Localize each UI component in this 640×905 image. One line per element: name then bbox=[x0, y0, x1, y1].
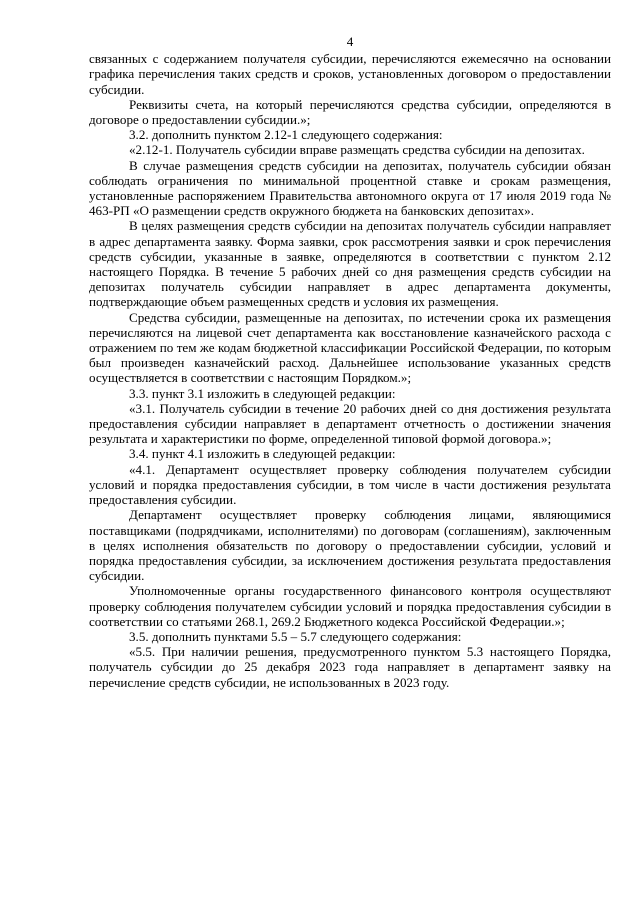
paragraph: «2.12-1. Получатель субсидии вправе размещать средства субсидии на депозитах. bbox=[129, 142, 585, 158]
paragraph: «4.1. Департамент осуществляет проверку соблюдения получателем субсидии условий и порядка предоставления субсидии, в том числе в части достижения результата предоставления субсидии. bbox=[89, 461, 611, 508]
paragraph: 3.3. пункт 3.1 изложить в следующей редакции: bbox=[129, 385, 396, 401]
paragraph: 3.2. дополнить пунктом 2.12-1 следующего содержания: bbox=[129, 127, 443, 143]
paragraph: Уполномоченные органы государственного финансового контроля осуществляют проверку соблюдения получателем субсидии условий и порядка предоставления субсидии в соответствии со статьями 268.1, 269.2 Бюджетного кодекса Российской Федерации.»; bbox=[89, 583, 611, 629]
paragraph: 3.4. пункт 4.1 изложить в следующей редакции: bbox=[129, 446, 396, 462]
paragraph: «5.5. При наличии решения, предусмотренного пунктом 5.3 настоящего Порядка, получатель субсидии до 25 декабря 2023 года направляет в департамент заявку на перечисление средств субсидии, не использованных в 2023 году. bbox=[89, 644, 611, 690]
page-number: 4 bbox=[346, 34, 354, 49]
paragraph: 3.5. дополнить пунктами 5.5 – 5.7 следующего содержания: bbox=[129, 628, 462, 644]
paragraph: В случае размещения средств субсидии на депозитах, получатель субсидии обязан соблюдать ограничения по минимальной процентной ставке и срокам размещения, установленные распоряжением Правительства автономного округа от 17 июля 2019 года № 463-РП «О размещении средств окружного бюджета на банковских депозитах». bbox=[89, 157, 611, 219]
paragraph: связанных с содержанием получателя субсидии, перечисляются ежемесячно на основании графика перечисления таких средств и сроков, установленных договором о предоставлении субсидии. bbox=[89, 51, 611, 97]
paragraph: В целях размещения средств субсидии на депозитах получатель субсидии направляет в адрес департамента заявку. Форма заявки, срок рассмотрения заявки и срок перечисления средств субсидии, указанные в заявке, определяются в соответствии с пунктом 2.12 настоящего Порядка. В течение 5 рабочих дней со дня размещения средств субсидии на депозитах получатель субсидии направляет в адрес департамента документы, подтверждающие объем размещенных средств и условия их размещения. bbox=[89, 218, 611, 310]
paragraph: Департамент осуществляет проверку соблюдения лицами, являющимися поставщиками (подрядчиками, исполнителями) по договорам (соглашениям), заключенным в целях исполнения обязательств по договору о предоставлении субсидии, условий и порядка предоставления субсидии, за исключением достижения результата предоставления субсидии. bbox=[89, 507, 611, 584]
paragraph: Средства субсидии, размещенные на депозитах, по истечении срока их размещения перечисляются на лицевой счет департамента как восстановление казначейского расхода с отражением по тем же кодам бюджетной классификации Российской Федерации, по которым был произведен казначейский расход. Дальнейшее использование указанных средств осуществляется в соответствии с настоящим Порядком.»; bbox=[89, 309, 611, 386]
paragraph: «3.1. Получатель субсидии в течение 20 рабочих дней со дня достижения результата предоставления субсидии направляет в департамент отчетность о достижении значения результата и характеристики по форме, определенной типовой формой договора.»; bbox=[89, 400, 611, 447]
paragraph: Реквизиты счета, на который перечисляются средства субсидии, определяются в договоре о предоставлении субсидии.»; bbox=[89, 96, 611, 128]
document-page bbox=[89, 34, 611, 690]
